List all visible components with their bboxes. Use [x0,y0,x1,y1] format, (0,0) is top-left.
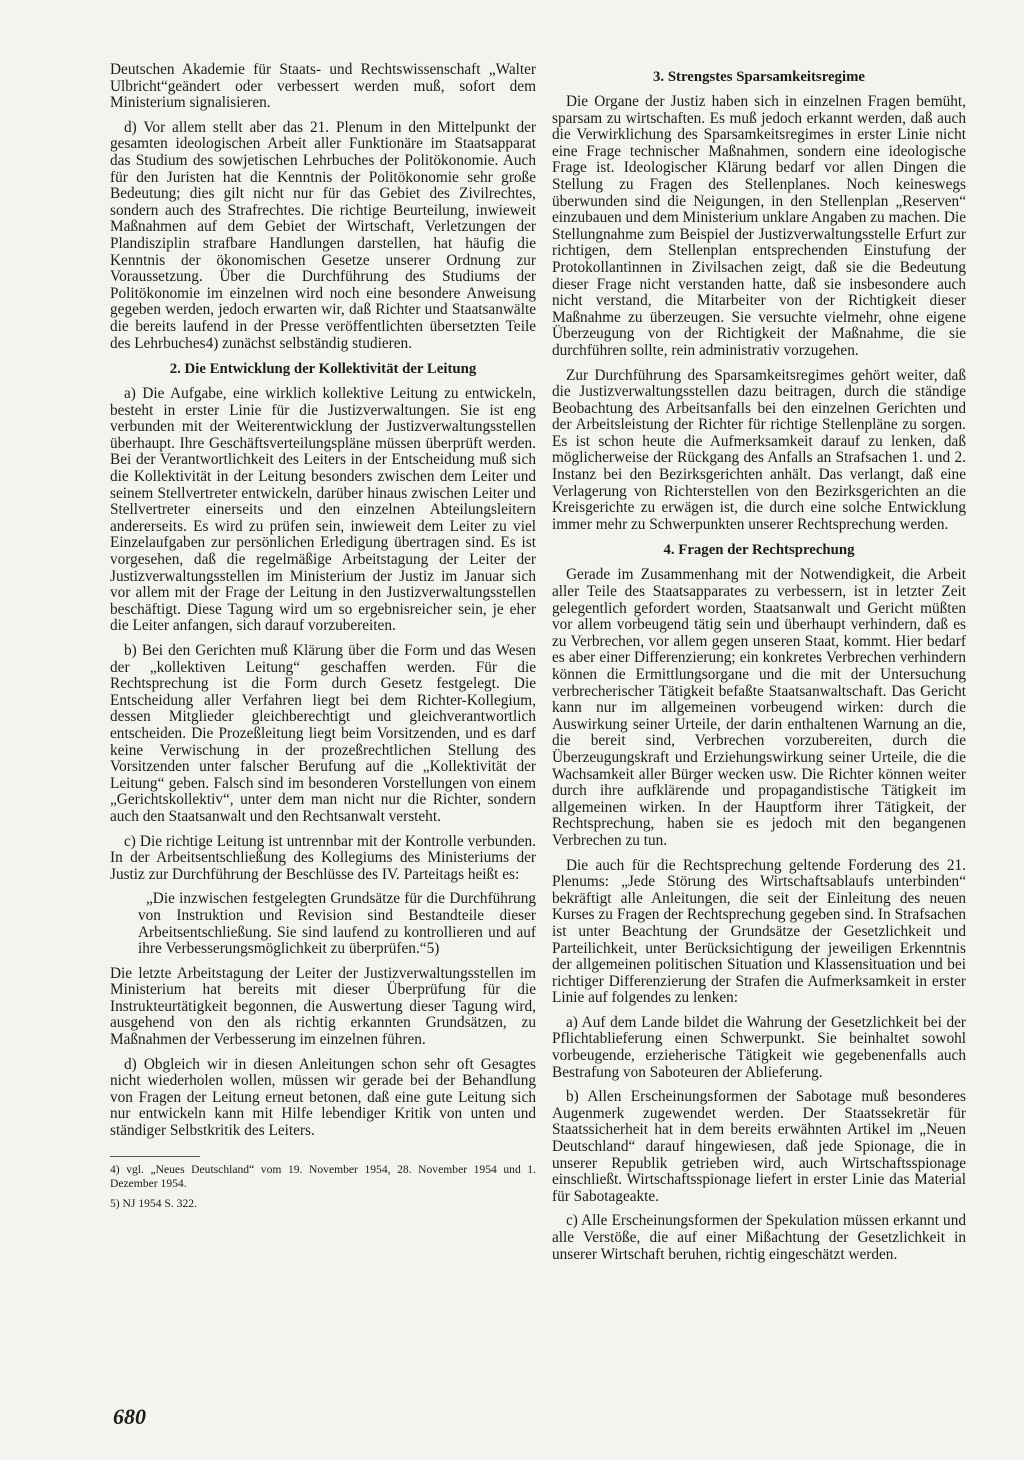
section-heading: 4. Fragen der Rechtsprechung [663,542,855,559]
paragraph: Die auch für die Rechtsprechung geltende Forderung des 21. Plenums: „Jede Störung des Wirtschaftsablaufs unterbinden“ bekräftigt alle Anleitungen, die seit der Einleitung des neuen Kurses zu Fragen der Rechtsprechung gegeben sind. In Strafsachen ist unter Beachtung der Grundsätze der Gesetzlichkeit und Parteilichkeit, unter Berücksichtigung der jeweiligen Erkenntnis der allgemeinen politischen Situation und Klassensituation und bei richtiger Differenzierung der Strafen die Aufmerksamkeit in erster Linie auf folgendes zu lenken: [552,856,966,1007]
paragraph: Gerade im Zusammenhang mit der Notwendigkeit, die Arbeit aller Teile des Staatsapparates zu verbessern, ist in letzter Zeit gelegentlich gefordert worden, Staatsanwalt und Gericht müßten vor allem vorbeugend tätig sein und überhaupt verhindern, daß es zu Verbrechen, vor allem gegen unseren Staat, kommt. Hier bedarf es aber einer Differenzierung; ein konkretes Verbrechen verhindern können die Ermittlungsorgane und die mit der Untersuchung verbrecherischer Tätigkeit befaßte Staatsanwaltschaft. Das Gericht kann nur im allgemeinen vorbeugend wirken: durch die Auswirkung seiner Urteile, der darin enthaltenen Warnung an die, die bereit sind, Verbrechen vorzubereiten, durch die Überzeugungskraft und Erziehungswirkung seiner Urteile, die die Wachsamkeit aller Bürger wecken usw. Die Richter können weiter durch ihre aufklärende und propagandistische Tätigkeit im allgemeinen wirken. In der Hauptform ihrer Tätigkeit, der Rechtsprechung, haben sie es jedoch mit den begangenen Verbrechen zu tun. [552,566,966,849]
footnote: 5) NJ 1954 S. 322. [110,1196,197,1210]
paragraph: c) Alle Erscheinungsformen der Spekulation müssen erkannt und alle Verstöße, die auf einer Mißachtung der Gesetzlichkeit in unserer Wirtschaft beruhen, richtig eingeschätzt werden. [552,1212,966,1263]
right-column [552,62,966,1271]
paragraph: Die letzte Arbeitstagung der Leiter der Justizverwaltungsstellen im Ministerium hat bereits mit dieser Überprüfung für die Instrukteurtätigkeit begonnen, die Auswertung dieser Tagung wird, ausgehend von den als richtig erkannten Grundsätzen, zu Maßnahmen der Verbesserung im einzelnen führen. [110,964,536,1049]
footnotes [110,1156,536,1211]
paragraph: a) Die Aufgabe, eine wirklich kollektive Leitung zu entwickeln, besteht in erster Linie für die Justizverwaltungen. Sie ist eng verbunden mit der Weiterentwicklung der Justizverwaltungsstellen überhaupt. Ihre Geschäftsverteilungspläne müssen überprüft werden. Bei der Verantwortlichkeit des Leiters in der Entscheidung muß sich die Kollektivität in der Leitung besonders zwischen dem Leiter und seinem Stellvertreter entwickeln, darüber hinaus zwischen Leiter und Stellvertreter einerseits und den einzelnen Abteilungsleitern andererseits. Es wird zu prüfen sein, inwieweit dem Leiter zu viel Einzelaufgaben zur persönlichen Erledigung übertragen sind. Es ist vorgesehen, daß die regelmäßige Arbeitstagung der Leiter der Justizverwaltungsstellen im Ministerium der Justiz im Januar sich vor allem mit der Frage der Leitung in den Justizverwaltungsstellen beschäftigt. Diese Tagung wird um so ergebnisreicher sein, je eher die Leiter anfangen, sich darauf vorzubereiten. [110,385,536,635]
paragraph: a) Auf dem Lande bildet die Wahrung der Gesetzlichkeit bei der Pflichtablieferung einen Schwerpunkt. Sie beinhaltet sowohl vorbeugende, erzieherische Tätigkeit wie gegebenenfalls auch Bestrafung von Saboteuren der Ablieferung. [552,1013,966,1081]
left-column [110,62,536,1217]
paragraph: Die Organe der Justiz haben sich in einzelnen Fragen bemüht, sparsam zu wirtschaften. Es muß jedoch erkannt werden, daß auch die Verwirklichung des Sparsamkeitsregimes in erster Linie nicht eine Frage technischer Maßnahmen, sondern eine ideologische Frage ist. Ideologischer Klärung bedarf vor allen Dingen die Stellung zu Fragen des Stellenplanes. Noch keineswegs überwunden sind die Neigungen, in den Stellenplan „Reserven“ einzubauen und dem Ministerium unklare Angaben zu machen. Die Stellungnahme zum Beispiel der Justizverwaltungsstelle Erfurt zur richtigen, dem Stellenplan entsprechenden Einstufung der Protokollantinnen in Zivilsachen zeigt, daß sie die Bedeutung dieser Frage nicht verstanden hatte, daß sie insbesondere auch nicht verstand, die Mitarbeiter von der Richtigkeit dieser Maßnahme zu überzeugen. Sie versuchte vielmehr, ohne eigene Überzeugung von der Richtigkeit der Maßnahme, die sie durchführen sollte, rein administrativ vorzugehen. [552,93,966,359]
paragraph: d) Obgleich wir in diesen Anleitungen schon sehr oft Gesagtes nicht wiederholen wollen, müssen wir gerade bei der Behandlung von Fragen der Leitung erneut betonen, daß eine gute Leitung sich nur entwickeln kann mit Hilfe lebendiger Kritik von unten und ständiger Selbstkritik des Leiters. [110,1055,536,1140]
paragraph: d) Vor allem stellt aber das 21. Plenum in den Mittelpunkt der gesamten ideologischen Arbeit aller Funktionäre im Staatsapparat das Studium des sowjetischen Lehrbuches der Politökonomie. Auch für den Juristen hat die Kenntnis der Politökonomie sehr große Bedeutung; dies gilt nicht nur für das Gebiet des Zivilrechtes, sondern auch des Strafrechtes. Die richtige Beurteilung, inwieweit Maßnahmen auf dem Gebiet der Wirtschaft, Verletzungen der Plandisziplin strafbare Handlungen darstellen, hat häufig die Kenntnis der ökonomischen Gesetze unserer Ordnung zur Voraussetzung. Über die Durchführung des Studiums der Politökonomie im einzelnen wird noch eine besondere Anweisung gegeben werden, jedoch erwarten wir, daß Richter und Staatsanwälte die bereits laufend in der Presse veröffentlichten übersetzten Teile des Lehrbuches4) zunächst selbständig studieren. [110,118,536,352]
section-heading: 3. Strengstes Sparsamkeitsregime [653,69,865,85]
footnote-rule [110,1156,200,1157]
section-heading: 2. Die Entwicklung der Kollektivität der Leitung [169,361,477,378]
paragraph: c) Die richtige Leitung ist untrennbar mit der Kontrolle verbunden. In der Arbeitsentschließung des Kollegiums des Ministeriums der Justiz zur Durchführung der Beschlüsse des IV. Parteitags heißt es: [110,832,536,883]
paragraph: b) Bei den Gerichten muß Klärung über die Form und das Wesen der „kollektiven Leitung“ geschaffen werden. Für die Rechtsprechung ist die Form durch Gesetz festgelegt. Die Entscheidung aller Verfahren liegt bei dem Richter-Kollegium, dessen Mitglieder gleichberechtigt und gleichverantwortlich entscheiden. Die Prozeßleitung liegt beim Vorsitzenden, und es darf keine Verwischung in der prozeßrechtlichen Stellung des Vorsitzenden unter falscher Berufung auf die „Kollektivität der Leitung“ geben. Falsch sind im besonderen Vorstellungen von einem „Gerichtskollektiv“, unter dem man nicht nur die Richter, sondern auch den Staatsanwalt und den Rechtsanwalt versteht. [110,642,536,825]
paragraph: b) Allen Erscheinungsformen der Sabotage muß besonderes Augenmerk zugewendet werden. Der Staatssekretär für Staatssicherheit hat in dem bereits erwähnten Artikel im „Neuen Deutschland“ darauf hingewiesen, daß jede Spionage, die in unserer Republik getrieben wird, auch Wirtschaftsspionage einschließt. Wirtschaftsspionage liefert in erster Linie das Material für Sabotageakte. [552,1088,966,1205]
page-number: 680 [113,1404,146,1429]
footnote: 4) vgl. „Neues Deutschland“ vom 19. November 1954, 28. November 1954 und 1. Dezember 1954. [110,1162,536,1190]
paragraph: Deutschen Akademie für Staats- und Rechtswissenschaft „Walter Ulbricht“geändert oder verbessert werden muß, sofort dem Ministerium signalisieren. [110,61,536,112]
block-quote: „Die inzwischen festgelegten Grundsätze für die Durchführung von Instruktion und Revision sind Bestandteile dieser Arbeitsentschließung. Sie sind laufend zu kontrollieren und auf ihre Verbesserungsmöglichkeit zu überprüfen.“5) [138,890,536,958]
paragraph: Zur Durchführung des Sparsamkeitsregimes gehört weiter, daß die Justizverwaltungsstellen dazu beitragen, durch die ständige Beobachtung des Arbeitsanfalls bei den einzelnen Gerichten und der Arbeitsleistung der Richter für richtige Stellenpläne zu sorgen. Es ist schon heute die Aufmerksamkeit darauf zu lenken, daß möglicherweise der Rückgang des Anfalls an Strafsachen 1. und 2. Instanz bei den Bezirksgerichten anhält. Das verlangt, daß eine Verlagerung von Richterstellen von den Bezirksgerichten an die Kreisgerichte zu erwägen ist, die durch eine solche Entwicklung immer mehr zu Schwerpunkten unserer Rechtsprechung werden. [552,366,966,533]
